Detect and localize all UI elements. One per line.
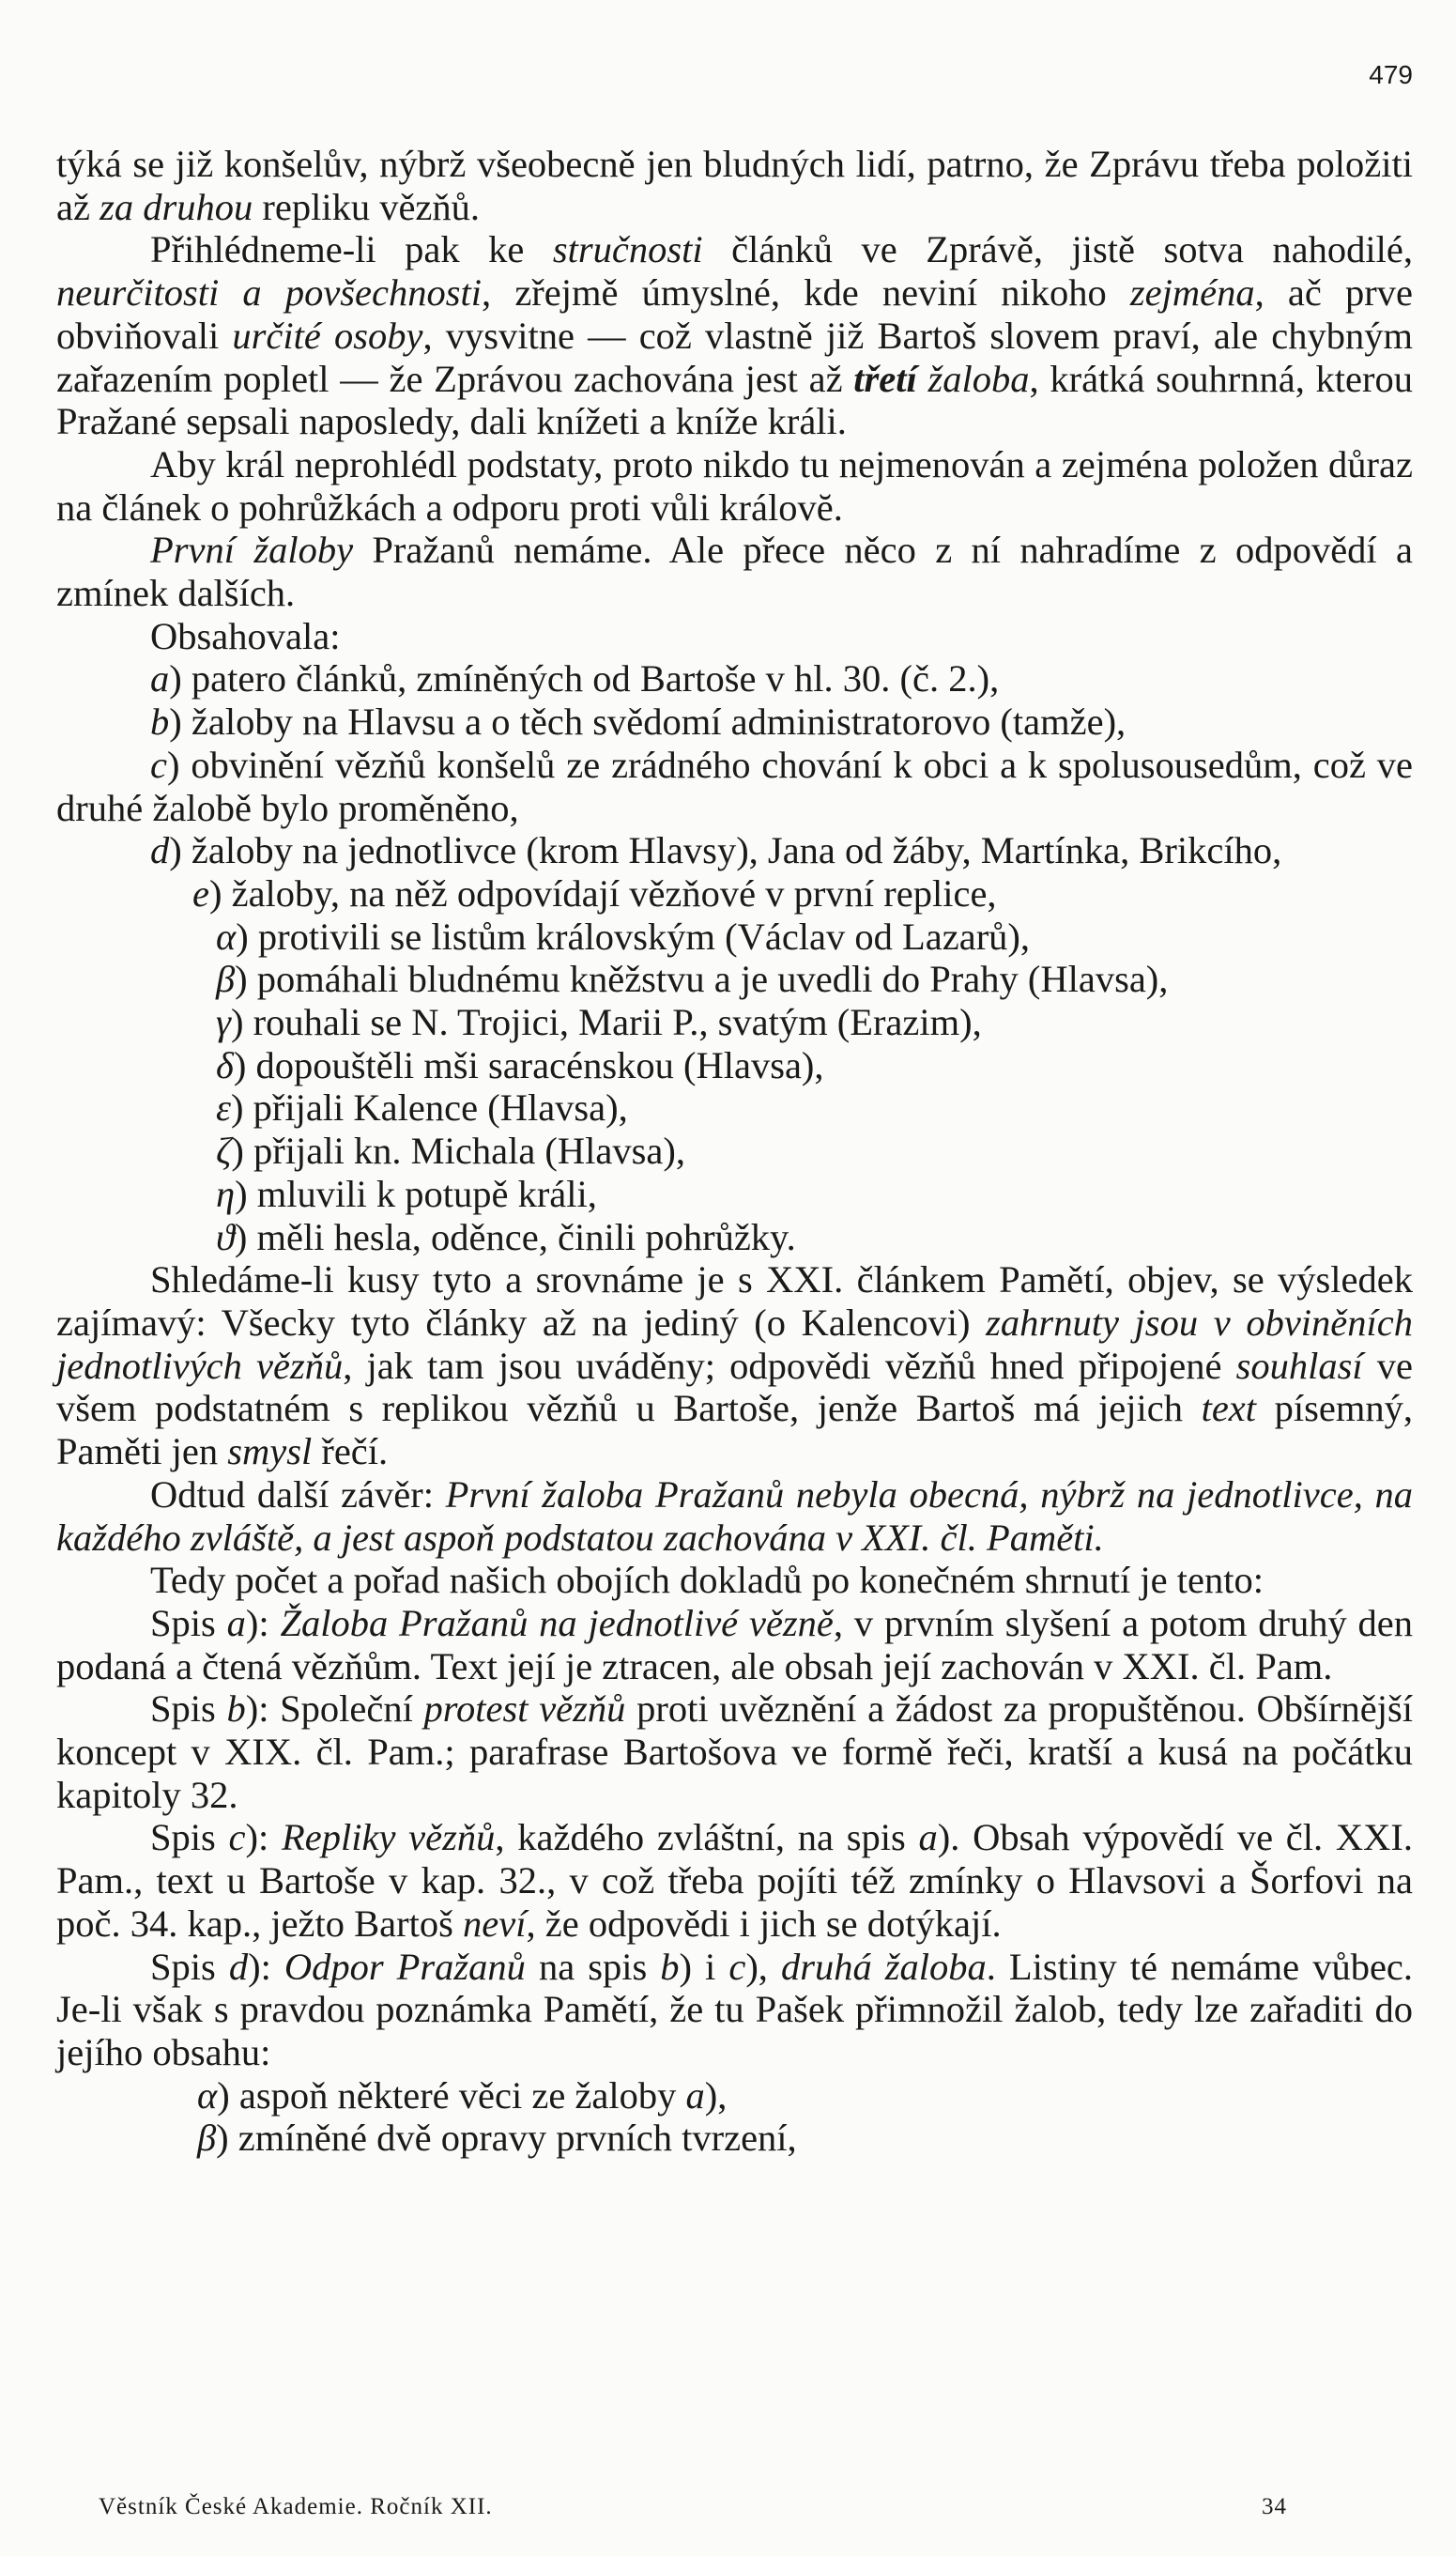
paragraph: Přihlédneme-li pak ke stručnosti článků ve Zprávě, jistě sotva nahodilé, neurčitosti a povšechnosti, zřejmě úmyslné, kde neviní nikoho zejména, ač prve obviňovali určité osoby, vysvitne — což vlastně již Bartoš slovem praví, ale chybným zařazením popletl — že Zprávou zachována jest až třetí žaloba, krátká souhrnná, kterou Pražané sepsali naposledy, dali knížeti a kníže králi. (56, 228, 1414, 443)
paragraph: d) žaloby na jednotlivce (krom Hlavsy), Jana od žáby, Martínka, Brikcího, (150, 829, 1282, 872)
paragraph: b) žaloby na Hlavsu a o těch svědomí administratorovo (tamže), (150, 701, 1126, 744)
footer-signature: 34 (1262, 2494, 1287, 2519)
paragraph: β) pomáhali bludnému kněžstvu a je uvedli do Prahy (Hlavsa), (216, 958, 1169, 1001)
paragraph: a) patero článků, zmíněných od Bartoše v hl. 30. (č. 2.), (150, 657, 1000, 701)
paragraph: ϑ) měli hesla, oděnce, činili pohrůžky. (216, 1215, 796, 1258)
paragraph: ζ) přijali kn. Michala (Hlavsa), (216, 1130, 685, 1173)
paragraph: δ) dopouštěli mši saracénskou (Hlavsa), (216, 1043, 824, 1086)
paragraph: Obsahovala: (150, 614, 341, 657)
paragraph: Spis c): Repliky vězňů, každého zvláštní, na spis a). Obsah výpovědí ve čl. XXI. Pam., text u Bartoše v kap. 32., v což třeba pojíti též zmínky o Hlavsovi a Šorfovi na poč. 34. kap., ježto Bartoš neví, že odpovědi i jich se dotýkají. (56, 1816, 1413, 1945)
paragraph: α) aspoň některé věci ze žaloby a), (197, 2073, 728, 2117)
paragraph: První žaloby Pražanů nemáme. Ale přece něco z ní nahradíme z odpovědí a zmínek dalších. (56, 529, 1413, 615)
paragraph: ε) přijali Kalence (Hlavsa), (216, 1086, 628, 1130)
paragraph: Odtud další závěr: První žaloba Pražanů nebyla obecná, nýbrž na jednotlivce, na každého zvláště, a jest aspoň podstatou zachována v XXI. čl. Paměti. (56, 1472, 1413, 1559)
paragraph: Spis d): Odpor Pražanů na spis b) i c), druhá žaloba. Listiny té nemáme vůbec. Je-li však s pravdou poznámka Pamětí, že tu Pašek přimnožil žalob, tedy lze zařaditi do jejího obsahu: (56, 1945, 1414, 2073)
paragraph: e) žaloby, na něž odpovídají vězňové v první replice, (192, 871, 997, 915)
footer-journal: Věstník České Akademie. Ročník XII. (99, 2494, 493, 2519)
paragraph: η) mluvili k potupě králi, (216, 1172, 597, 1215)
paragraph: Aby král neprohlédl podstaty, proto nikdo tu nejmenován a zejména položen důraz na článek o pohrůžkách a odporu proti vůli královĕ. (56, 442, 1413, 529)
body-text (56, 143, 1413, 2160)
paragraph: Spis b): Společní protest vězňů proti uvěznění a žádost za propuštěnou. Obšírnější koncept v XIX. čl. Pam.; parafrase Bartošova ve formě řeči, kratší a kusá na počátku kapitoly 32. (56, 1687, 1413, 1816)
paragraph: γ) rouhali se N. Trojici, Marii P., svatým (Erazim), (216, 1001, 982, 1044)
paragraph: β) zmíněné dvě opravy prvních tvrzení, (197, 2117, 797, 2160)
paragraph: c) obvinění vězňů konšelů ze zrádného chování k obci a k spolusousedům, což ve druhé žalobě bylo proměněno, (56, 743, 1413, 829)
paragraph: α) protivili se listům královským (Václav od Lazarů), (216, 915, 1031, 958)
paragraph: Spis a): Žaloba Pražanů na jednotlivé vězně, v prvním slyšení a potom druhý den podaná a čtená vězňům. Text její je ztracen, ale obsah její zachován v XXI. čl. Pam. (56, 1601, 1414, 1687)
paragraph: týká se již konšelův, nýbrž všeobecně jen bludných lidí, patrno, že Zprávu třeba položiti až za druhou repliku vězňů. (56, 143, 1413, 228)
paragraph: Tedy počet a pořad našich obojích dokladů po konečném shrnutí je tento: (150, 1559, 1264, 1602)
page-number: 479 (1369, 60, 1413, 89)
footer (99, 2494, 1287, 2520)
paragraph: Shledáme-li kusy tyto a srovnáme je s XXI. článkem Pamětí, objev, se výsledek zajímavý: Všecky tyto články až na jediný (o Kalencovi) zahrnuty jsou v obviněních jednotlivých vězňů, jak tam jsou uváděny; odpovědi vězňů hned připojené souhlasí ve všem podstatném s replikou vězňů u Bartoše, jenže Bartoš má jejich text písemný, Paměti jen smysl řečí. (56, 1258, 1414, 1473)
